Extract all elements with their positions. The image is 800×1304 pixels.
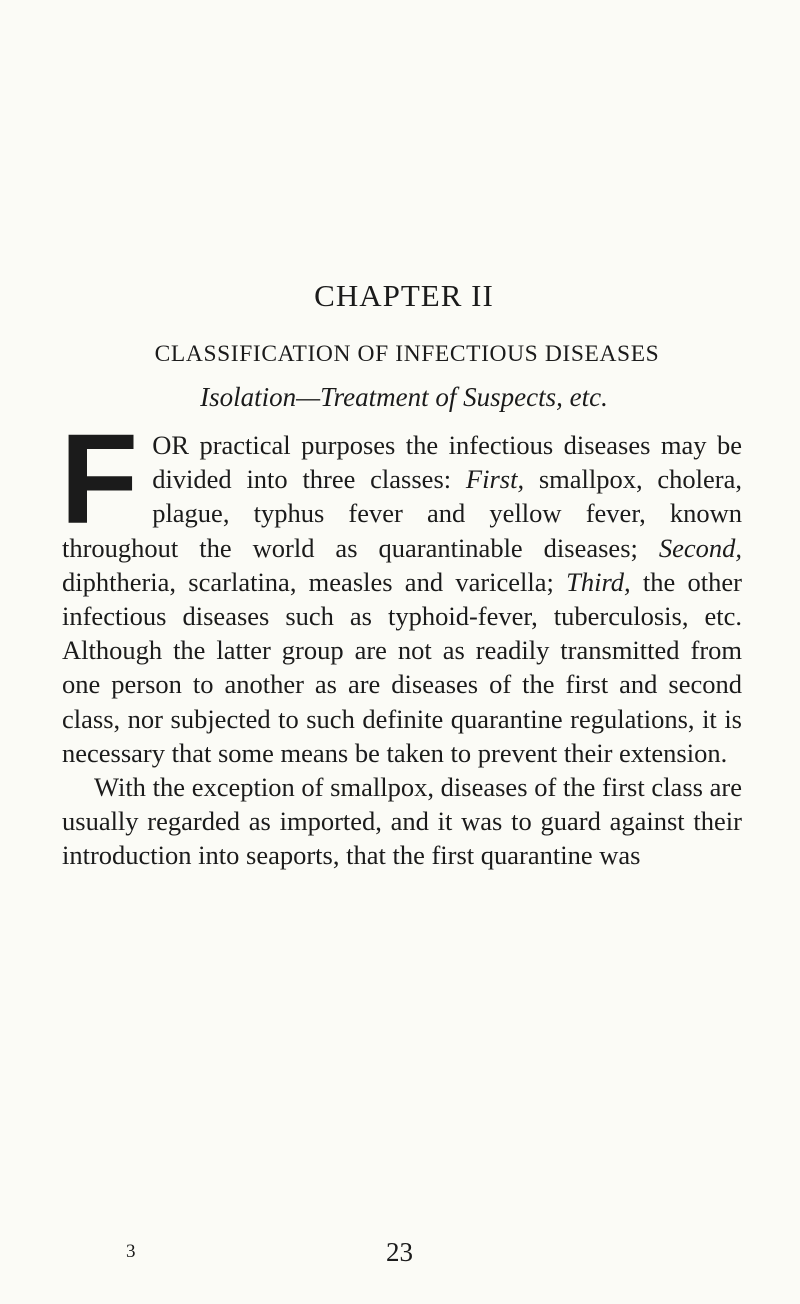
paragraph-1-part-b: smallpox, cholera, plague, typhus fever and yellow fever, known throughout the world as quarantinable diseases;: [62, 464, 743, 563]
third-label: Third,: [566, 566, 631, 597]
paragraph-1-part-d: the other infectious diseases such as typhoid-fever, tuberculosis, etc. Although the latter group are not as readily transmitted from one person to another as are diseases of the first and second class, nor subjected to such definite quarantine regulations, it is necessary that some means be taken to prevent their extension.: [62, 566, 742, 768]
paragraph-2: With the exception of smallpox, diseases of the first class are usually regarded as imported, and it was to guard against their introduction into seaports, that the first quarantine was: [62, 772, 742, 871]
paragraph-1: [60, 408, 743, 770]
body-text: [60, 408, 743, 873]
chapter-title: CLASSIFICATION OF INFECTIOUS DISEASES: [154, 341, 660, 367]
page-number: 23: [386, 1237, 413, 1267]
chapter-subtitle: Isolation—Treatment of Suspects, etc.: [200, 382, 608, 412]
chapter-heading: CHAPTER II: [314, 278, 494, 313]
paragraph-1-part-c: diphtheria, scarlatina, measles and varicella;: [62, 566, 567, 597]
second-label: Second,: [658, 532, 742, 563]
paragraph-1-part-a: OR practical purposes the infectious diseases may be divided into three classes:: [152, 430, 742, 495]
first-label: First,: [465, 464, 525, 495]
page-footer: [0, 1232, 800, 1272]
drop-cap: F: [60, 408, 139, 551]
signature-mark: 3: [126, 1241, 136, 1262]
